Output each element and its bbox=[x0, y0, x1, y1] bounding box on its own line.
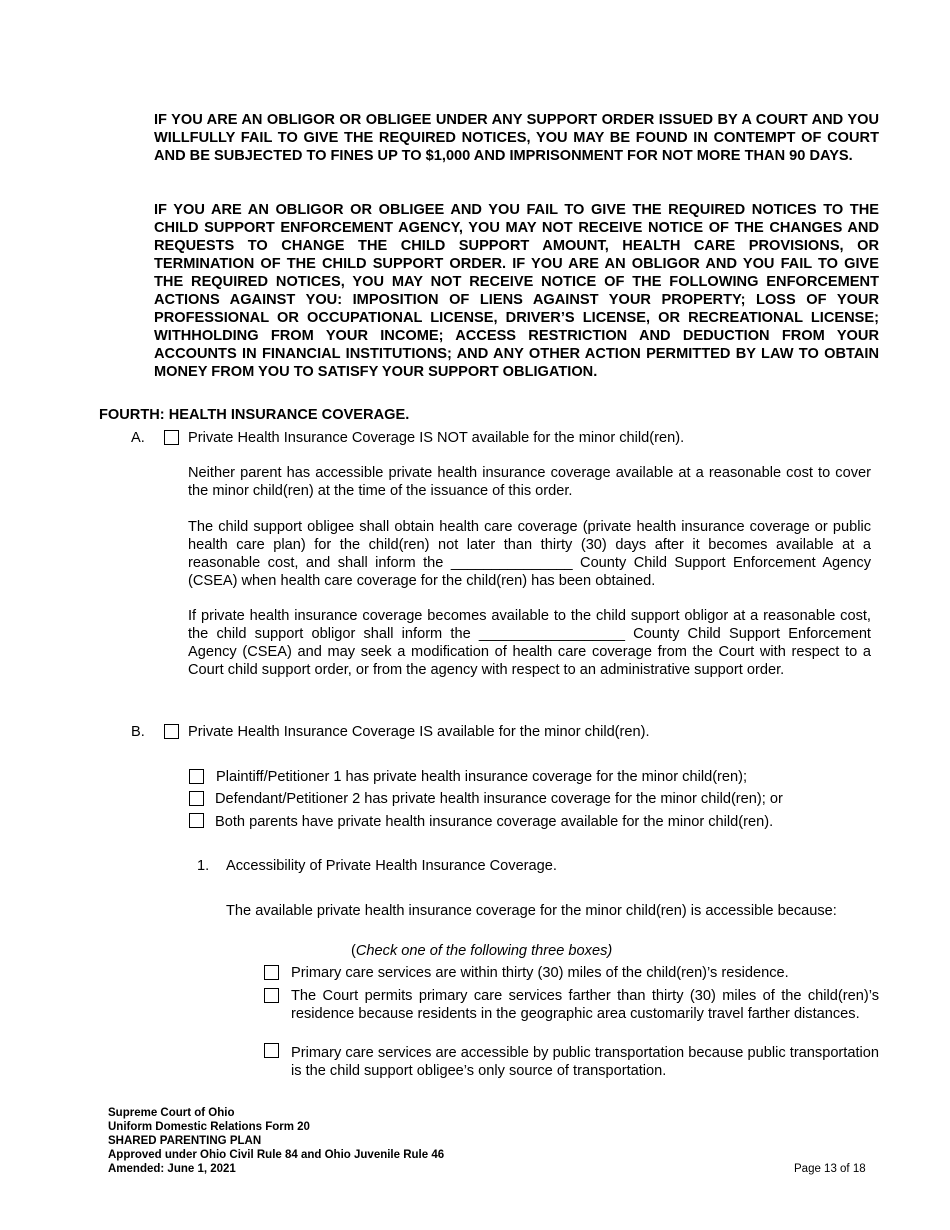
option-b-checkbox[interactable] bbox=[164, 724, 179, 739]
within-30-miles-checkbox[interactable] bbox=[264, 965, 279, 980]
page-number: Page 13 of 18 bbox=[794, 1163, 866, 1175]
option-a-label: Private Health Insurance Coverage IS NOT available for the minor child(ren). bbox=[188, 430, 685, 446]
option-a-para-2: The child support obligee shall obtain health care coverage (private health insurance coverage or public health care plan) for the child(ren) not later than thirty (30) days after it becomes available at a reasonable cost, and shall inform the _______________ County Child Support Enforcement Agency (CSEA) when health care coverage for the child(ren) has been obtained. bbox=[188, 519, 871, 589]
check-one-instruction: (Check one of the following three boxes) bbox=[351, 943, 613, 959]
option-a-checkbox[interactable] bbox=[164, 430, 179, 445]
both-parents-coverage-label: Both parents have private health insurance coverage available for the minor child(ren). bbox=[215, 814, 774, 830]
footer-approval: Approved under Ohio Civil Rule 84 and Ohio Juvenile Rule 46 bbox=[108, 1149, 445, 1161]
option-a-letter: A. bbox=[131, 430, 145, 446]
defendant-coverage-checkbox[interactable] bbox=[189, 791, 204, 806]
both-parents-coverage-checkbox[interactable] bbox=[189, 813, 204, 828]
footer-form-title: SHARED PARENTING PLAN bbox=[108, 1135, 262, 1147]
warning-notices: IF YOU ARE AN OBLIGOR OR OBLIGEE AND YOU FAIL TO GIVE THE REQUIRED NOTICES TO THE CHILD SUPPORT ENFORCEMENT AGENCY, YOU MAY NOT RECEIVE NOTICE OF THE CHANGES AND REQUESTS TO CHANGE THE CHILD SUPPORT AMOUNT, HEALTH CARE PROVISIONS, OR TERMINATION OF THE CHILD SUPPORT ORDER. IF YOU ARE AN OBLIGOR AND YOU FAIL TO GIVE THE REQUIRED NOTICES, YOU MAY NOT RECEIVE NOTICE OF THE FOLLOWING ENFORCEMENT ACTIONS AGAINST YOU: IMPOSITION OF LIENS AGAINST YOUR PROPERTY; LOSS OF YOUR PROFESSIONAL OR OCCUPATIONAL LICENSE, DRIVER’S LICENSE, OR RECREATIONAL LICENSE; WITHHOLDING FROM YOUR INCOME; ACCESS RESTRICTION AND DEDUCTION FROM YOUR ACCOUNTS IN FINANCIAL INSTITUTIONS; AND ANY OTHER ACTION PERMITTED BY LAW TO OBTAIN MONEY FROM YOU TO SATISFY YOUR SUPPORT OBLIGATION. bbox=[154, 202, 879, 380]
footer-court: Supreme Court of Ohio bbox=[108, 1107, 235, 1119]
defendant-coverage-label: Defendant/Petitioner 2 has private health insurance coverage for the minor child(ren); or bbox=[215, 791, 783, 807]
option-a-para-1: Neither parent has accessible private health insurance coverage available at a reasonable cost to cover the minor child(ren) at the time of the issuance of this order. bbox=[188, 465, 871, 499]
accessibility-intro: The available private health insurance coverage for the minor child(ren) is accessible because: bbox=[226, 903, 837, 919]
footer-form-number: Uniform Domestic Relations Form 20 bbox=[108, 1121, 310, 1133]
option-b-label: Private Health Insurance Coverage IS available for the minor child(ren). bbox=[188, 724, 650, 740]
plaintiff-coverage-checkbox[interactable] bbox=[189, 769, 204, 784]
within-30-miles-label: Primary care services are within thirty (30) miles of the child(ren)’s residence. bbox=[291, 965, 789, 981]
item-1-title: Accessibility of Private Health Insurance Coverage. bbox=[226, 858, 557, 874]
warning-contempt: IF YOU ARE AN OBLIGOR OR OBLIGEE UNDER ANY SUPPORT ORDER ISSUED BY A COURT AND YOU WILLFULLY FAIL TO GIVE THE REQUIRED NOTICES, YOU MAY BE FOUND IN CONTEMPT OF COURT AND BE SUBJECTED TO FINES UP TO $1,000 AND IMPRISONMENT FOR NOT MORE THAN 90 DAYS. bbox=[154, 112, 879, 164]
farther-distance-label: The Court permits primary care services farther than thirty (30) miles of the child(ren)’s residence because residents in the geographic area customarily travel farther distances. bbox=[291, 988, 879, 1022]
section-heading: FOURTH: HEALTH INSURANCE COVERAGE. bbox=[99, 407, 410, 423]
public-transport-checkbox[interactable] bbox=[264, 1043, 279, 1058]
plaintiff-coverage-label: Plaintiff/Petitioner 1 has private health insurance coverage for the minor child(ren); bbox=[216, 769, 748, 785]
option-b-letter: B. bbox=[131, 724, 145, 740]
option-a-para-3: If private health insurance coverage becomes available to the child support obligor at a reasonable cost, the child support obligor shall inform the __________________ County Child Support Enforcement Agency (CSEA) and may seek a modification of health care coverage from the Court with respect to a Court child support order, or from the agency with respect to an administrative support order. bbox=[188, 608, 871, 678]
public-transport-label: Primary care services are accessible by public transportation because public transportation is the child support obligee’s only source of transportation. bbox=[291, 1045, 879, 1079]
form-footer bbox=[108, 1106, 444, 1176]
item-1-number: 1. bbox=[197, 858, 210, 874]
farther-distance-checkbox[interactable] bbox=[264, 988, 279, 1003]
footer-amended: Amended: June 1, 2021 bbox=[108, 1163, 236, 1175]
